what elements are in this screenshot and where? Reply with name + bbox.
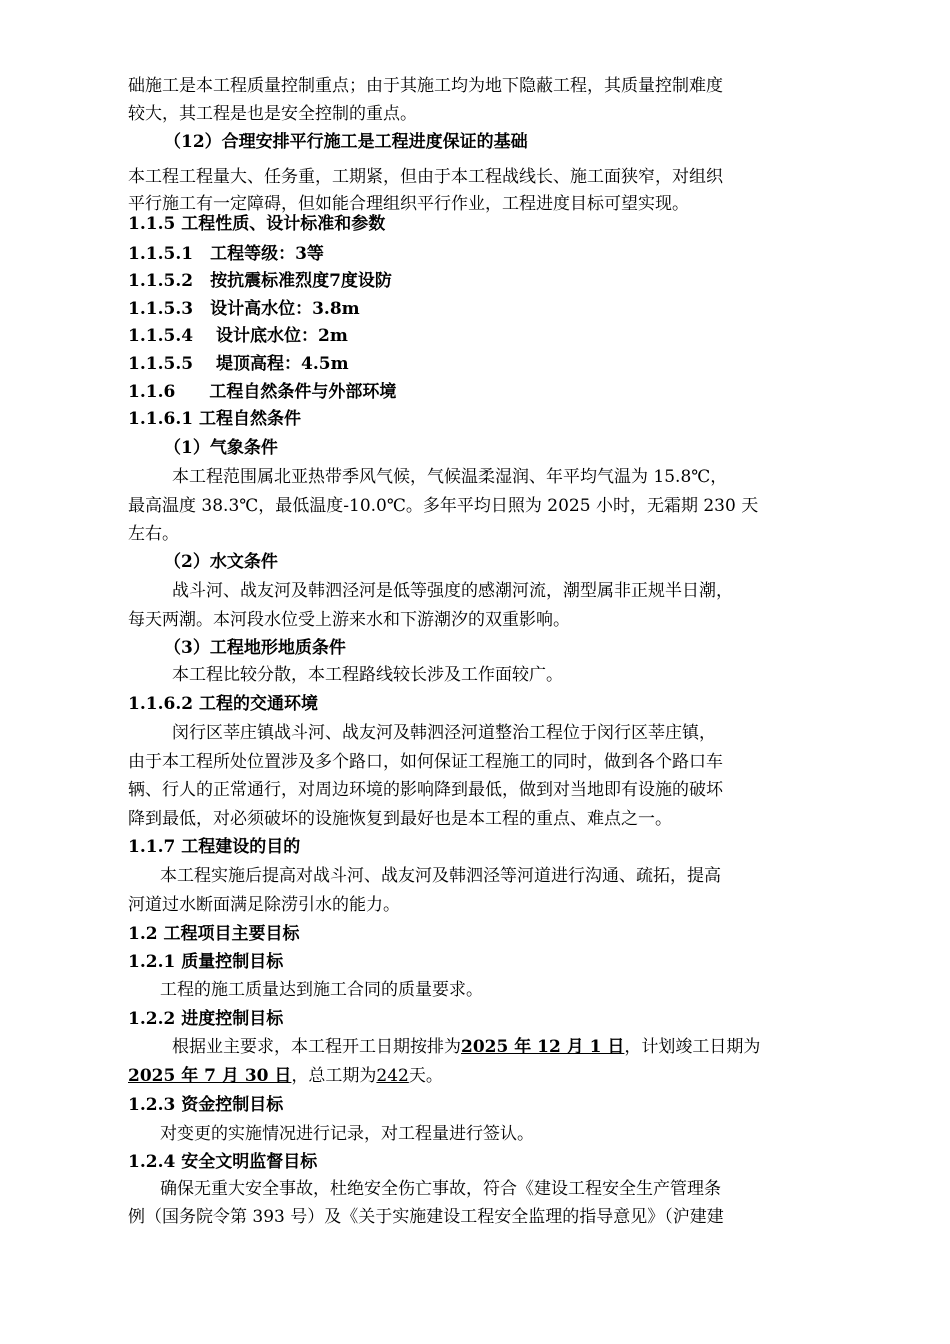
paragraph-line: 本工程范围属北亚热带季风气候，气候温柔湿润、年平均气温为 15.8℃， xyxy=(172,467,728,487)
paragraph-line: 确保无重大安全事故，杜绝安全伤亡事故，符合《建设工程安全生产管理条 xyxy=(160,1179,721,1199)
section-heading-1-1-6-2: 1.1.6.2 工程的交通环境 xyxy=(128,694,318,714)
section-heading-1-2-1: 1.2.1 质量控制目标 xyxy=(128,952,284,972)
section-heading-1-1-5: 1.1.5 工程性质、设计标准和参数 xyxy=(128,214,386,234)
section-heading-1-2-2: 1.2.2 进度控制目标 xyxy=(128,1009,284,1029)
schedule-text: 天。 xyxy=(408,1066,443,1086)
paragraph-line: 左右。 xyxy=(128,524,179,544)
section-heading-1-2-4: 1.2.4 安全文明监督目标 xyxy=(128,1152,318,1172)
paragraph-line: 降到最低，对必须破坏的设施恢复到最好也是本工程的重点、难点之一。 xyxy=(128,809,672,829)
paragraph-line: 平行施工有一定障碍，但如能合理组织平行作业，工程进度目标可望实现。 xyxy=(128,194,689,214)
paragraph-line: 每天两潮。本河段水位受上游来水和下游潮汐的双重影响。 xyxy=(128,610,570,630)
paragraph-line: 本工程实施后提高对战斗河、战友河及韩泗泾等河道进行沟通、疏拓，提高 xyxy=(160,866,721,886)
section-heading-1-1-6-1: 1.1.6.1 工程自然条件 xyxy=(128,409,301,429)
paragraph-line: 河道过水断面满足除涝引水的能力。 xyxy=(128,895,400,915)
paragraph-line: 辆、行人的正常通行，对周边环境的影响降到最低，做到对当地即有设施的破坏 xyxy=(128,780,723,800)
start-date: 2025 年 12 月 1 日 xyxy=(461,1037,625,1057)
section-heading-1-1-5-5: 1.1.5.5 堤顶高程：4.5m xyxy=(128,354,349,374)
schedule-text: 根据业主要求，本工程开工日期按排为 xyxy=(172,1037,461,1057)
section-heading-1-2: 1.2 工程项目主要目标 xyxy=(128,924,300,944)
paragraph-line: 本工程工程量大、任务重，工期紧，但由于本工程战线长、施工面狭窄，对组织 xyxy=(128,167,723,187)
paragraph-line: 闵行区莘庄镇战斗河、战友河及韩泗泾河道整治工程位于闵行区莘庄镇， xyxy=(172,723,716,743)
paragraph-line: 由于本工程所处位置涉及多个路口，如何保证工程施工的同时，做到各个路口车 xyxy=(128,752,723,772)
subheading-hydrology: （2）水文条件 xyxy=(164,552,278,572)
subheading-weather: （1）气象条件 xyxy=(164,438,278,458)
subheading-parallel-construction: （12）合理安排平行施工是工程进度保证的基础 xyxy=(164,132,528,152)
schedule-line-1 xyxy=(172,1035,760,1059)
section-heading-1-2-3: 1.2.3 资金控制目标 xyxy=(128,1095,284,1115)
section-heading-1-1-5-2: 1.1.5.2 按抗震标准烈度7度设防 xyxy=(128,271,392,291)
paragraph-line: 本工程比较分散，本工程路线较长涉及工作面较广。 xyxy=(172,665,563,685)
section-heading-1-1-5-1: 1.1.5.1 工程等级：3等 xyxy=(128,244,324,264)
section-heading-1-1-5-4: 1.1.5.4 设计底水位：2m xyxy=(128,326,348,346)
schedule-text: ，总工期为 xyxy=(291,1066,377,1086)
paragraph-line: 例（国务院令第 393 号）及《关于实施建设工程安全监理的指导意见》（沪建建 xyxy=(128,1207,724,1227)
paragraph-line: 较大，其工程是也是安全控制的重点。 xyxy=(128,104,417,124)
schedule-text: ，计划竣工日期为 xyxy=(624,1037,761,1057)
section-heading-1-1-5-3: 1.1.5.3 设计高水位：3.8m xyxy=(128,299,360,319)
paragraph-line: 对变更的实施情况进行记录，对工程量进行签认。 xyxy=(160,1124,534,1144)
section-heading-1-1-7: 1.1.7 工程建设的目的 xyxy=(128,837,301,857)
paragraph-line: 战斗河、战友河及韩泗泾河是低等强度的感潮河流，潮型属非正规半日潮， xyxy=(172,581,733,601)
paragraph-line: 工程的施工质量达到施工合同的质量要求。 xyxy=(160,980,483,1000)
paragraph-line: 础施工是本工程质量控制重点；由于其施工均为地下隐蔽工程，其质量控制难度 xyxy=(128,76,723,96)
end-date: 2025 年 7 月 30 日 xyxy=(128,1066,292,1086)
paragraph-line: 最高温度 38.3℃，最低温度-10.0℃。多年平均日照为 2025 小时，无霜期 230 天 xyxy=(128,496,759,516)
total-duration: 242 xyxy=(376,1066,409,1086)
subheading-terrain: （3）工程地形地质条件 xyxy=(164,638,346,658)
schedule-line-2 xyxy=(128,1064,443,1088)
section-heading-1-1-6: 1.1.6 工程自然条件与外部环境 xyxy=(128,382,397,402)
